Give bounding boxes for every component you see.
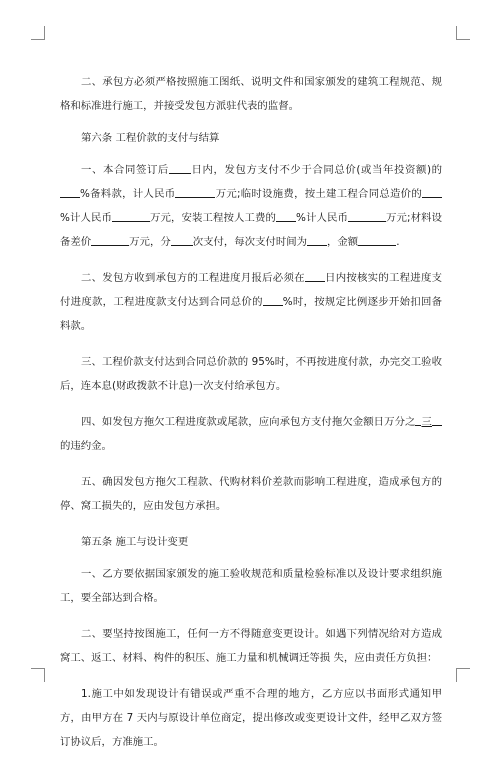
blank-field[interactable] [358, 234, 396, 246]
paragraph-progress-payment: 二、发包方收到承包方的工程进度月报后必须在 日内按核实的工程进度支付进度款，工程进度款支付达到合同总价的 %时，按规定比例逐步开始扣回备料款。 [60, 272, 443, 332]
blank-field[interactable] [305, 270, 325, 282]
paragraph-late-penalty: 四、如发包方拖欠工程进度款或尾款，应向承包方支付拖欠金额日万分之 三的违约金。 [60, 410, 442, 458]
heading-article-6: 第六条 工程价款的支付与结算 [81, 132, 220, 144]
paragraph-design-change: 二、要坚持按图施工，任何一方不得随意变更设计。如遇下列情况给对方造成窝工、返工、材料、构件的积压、施工力量和机械调迁等损 失，应由责任方负担： [60, 628, 442, 664]
crop-mark-top-right [456, 26, 470, 40]
blank-field[interactable] [422, 186, 442, 198]
blank-field[interactable] [169, 162, 191, 174]
blank-field[interactable] [276, 210, 296, 222]
paragraph-delay-loss: 五、确因发包方拖欠工程款、代购材料价差款而影响工程进度，造成承包方的停、窝工损失的，应由发包方承担。 [60, 476, 442, 512]
blank-field[interactable] [171, 234, 193, 246]
blank-field[interactable] [175, 186, 215, 198]
paragraph-final-payment: 三、工程价款支付达到合同总价款的 95%时，不再按进度付款，办完交工验收后，连本息(财政拨款不计息)一次支付给承包方。 [60, 356, 442, 392]
paragraph-design-error: 1.施工中如发现设计有错误或严重不合理的地方，乙方应以书面形式通知甲方，由甲方在 7 天内与原设计单位商定，提出修改或变更设计文件，经甲乙双方签订协议后，方准施工。 [60, 688, 442, 748]
blank-field[interactable] [263, 294, 283, 306]
crop-mark-bottom-right [456, 668, 470, 682]
blank-field[interactable] [60, 186, 80, 198]
blank-field[interactable] [348, 210, 386, 222]
blank-field[interactable] [307, 234, 327, 246]
crop-mark-top-left [31, 26, 45, 40]
crop-mark-bottom-left [31, 668, 45, 682]
heading-article-5: 第五条 施工与设计变更 [81, 536, 189, 548]
paragraph-inspection: 二、承包方必须严格按照施工图纸、说明文件和国家颁发的建筑工程规范、规格和标准进行施工，并接受发包方派驻代表的监督。 [60, 76, 442, 112]
paragraph-advance-payment: 一、本合同签订后 日内，发包方支付不少于合同总价(或当年投资额)的%备料款，计人民币 万元;临时设施费，按土建工程合同总造价的%计人民币 万元，安装工程按人工费的 %计人民币 万元;材料设备差价 万元，分 次支付，每次支付时间为 ，金额 . [60, 164, 443, 248]
blank-field[interactable] [91, 234, 129, 246]
blank-field[interactable] [112, 210, 150, 222]
paragraph-construction-standard: 一、乙方要依据国家颁发的施工验收规范和质量检验标准以及设计要求组织施工，要全部达到合格。 [60, 568, 442, 604]
blank-field[interactable] [432, 414, 442, 426]
document-body [60, 70, 442, 766]
